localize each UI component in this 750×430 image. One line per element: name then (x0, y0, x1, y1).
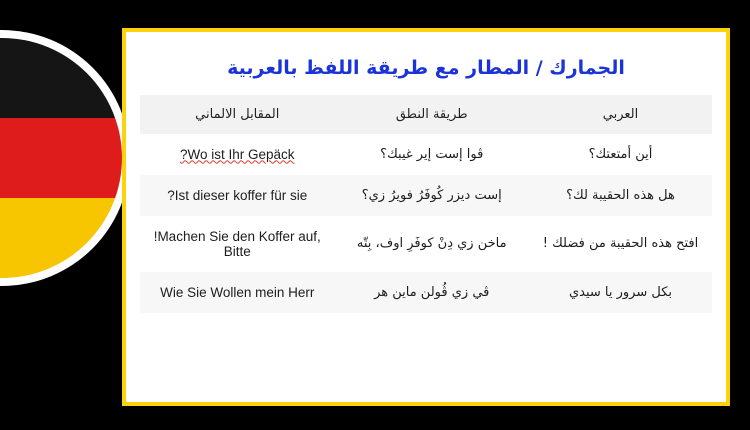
cell-german: Wie Sie Wollen mein Herr (140, 272, 335, 313)
card-inner (140, 42, 712, 390)
column-header-pronunciation: طريقة النطق (335, 95, 529, 134)
page-title: الجمارك / المطار مع طريقة اللفظ بالعربية (227, 57, 625, 79)
table-body (140, 134, 712, 313)
table-header-row (140, 95, 712, 134)
column-header-german: المقابل الالماني (140, 95, 335, 134)
cell-arabic: أين أمتعتك؟ (529, 134, 712, 175)
table-row (140, 216, 712, 272)
flag-stripe-gold (0, 198, 122, 278)
cell-arabic: افتح هذه الحقيبة من فضلك ! (529, 216, 712, 272)
flag-stripe-red (0, 118, 122, 198)
table-header (140, 95, 712, 134)
cell-pronunciation: ڤي زي ڤُولن ماين هر (335, 272, 529, 313)
cell-pronunciation: ماخن زي دِنْ كوفَرِ اوف، بِتّه (335, 216, 529, 272)
cell-german: ?Ist dieser koffer für sie (140, 175, 335, 216)
cell-arabic: بكل سرور يا سيدي (529, 272, 712, 313)
phrases-table (140, 95, 712, 313)
column-header-arabic: العربي (529, 95, 712, 134)
table-row (140, 272, 712, 313)
cell-arabic: هل هذه الحقيبة لك؟ (529, 175, 712, 216)
table-row (140, 175, 712, 216)
content-card (122, 28, 730, 406)
flag-stripe-black (0, 38, 122, 118)
cell-pronunciation: ڤوا إست إير غيبك؟ (335, 134, 529, 175)
german-flag-circle (0, 38, 122, 278)
german-text-misspelled: ?Wo ist Ihr Gepäck (179, 146, 295, 162)
cell-german: !Machen Sie den Koffer auf, Bitte (140, 216, 335, 272)
cell-german (140, 134, 335, 175)
cell-pronunciation: إست ديزر كُوفَرُ فويرُ زي؟ (335, 175, 529, 216)
table-row (140, 134, 712, 175)
